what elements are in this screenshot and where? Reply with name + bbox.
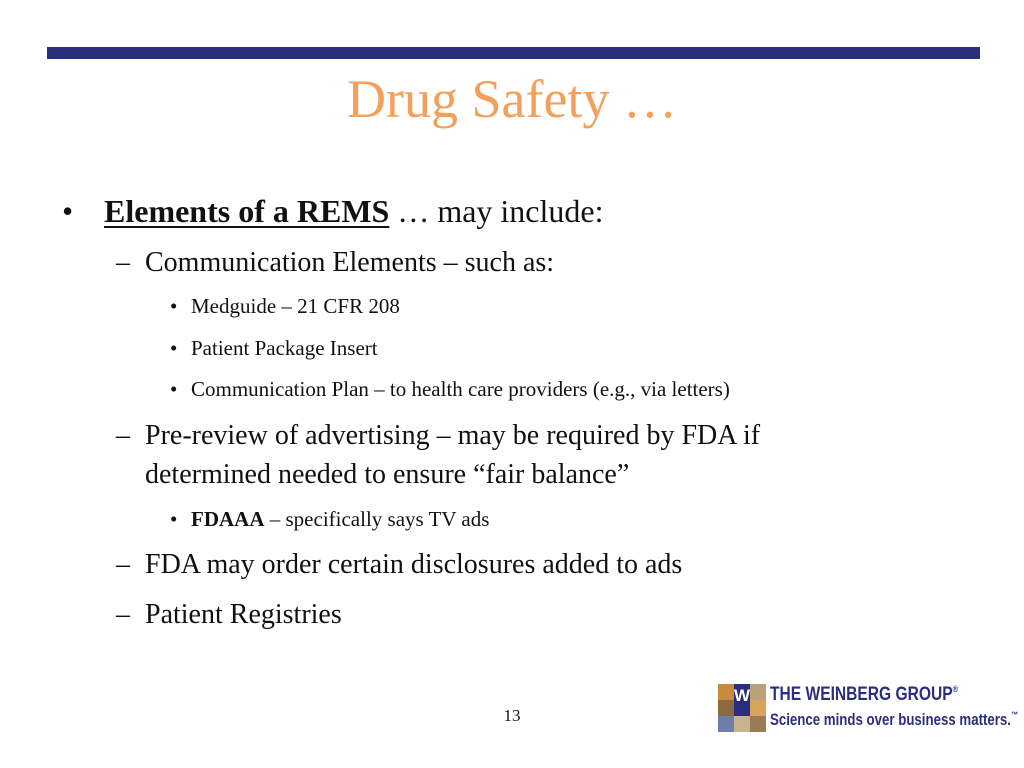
pre-review-item-line2: determined needed to ensure “fair balance”	[145, 459, 630, 490]
fdaaa-label: FDAAA	[191, 507, 265, 531]
pre-review-item-line1: Pre-review of advertising – may be required by FDA if	[145, 420, 761, 451]
sub-bullet-marker: •	[170, 294, 178, 318]
slide-title: Drug Safety …	[347, 69, 677, 129]
fdaaa-item	[191, 505, 489, 533]
weinberg-group-logo	[718, 684, 1019, 736]
sub-bullet-marker: •	[170, 336, 178, 360]
dash-marker: –	[116, 420, 130, 451]
logo-tagline: Science minds over business matters.™	[770, 710, 1019, 729]
top-rule	[47, 47, 980, 59]
rems-bullet	[104, 192, 603, 230]
logo-company-name: THE WEINBERG GROUP®	[770, 684, 959, 705]
rems-heading-rest: … may include:	[389, 193, 604, 229]
bullet-marker: •	[62, 193, 74, 229]
medguide-item: Medguide – 21 CFR 208	[191, 294, 400, 318]
dash-marker: –	[116, 549, 130, 580]
communication-plan-item: Communication Plan – to health care providers (e.g., via letters)	[191, 377, 730, 401]
fdaaa-text: – specifically says TV ads	[264, 507, 490, 531]
logo-w-letter: W	[734, 684, 750, 716]
disclosures-item: FDA may order certain disclosures added to ads	[145, 549, 683, 580]
dash-marker: –	[116, 247, 130, 278]
patient-package-insert-item: Patient Package Insert	[191, 336, 378, 360]
page-number: 13	[503, 706, 521, 725]
rems-heading: Elements of a REMS	[104, 193, 390, 229]
sub-bullet-marker: •	[170, 377, 178, 401]
dash-marker: –	[116, 599, 130, 630]
communication-elements-item: Communication Elements – such as:	[145, 247, 555, 278]
sub-bullet-marker: •	[170, 507, 178, 531]
patient-registries-item: Patient Registries	[145, 599, 342, 630]
